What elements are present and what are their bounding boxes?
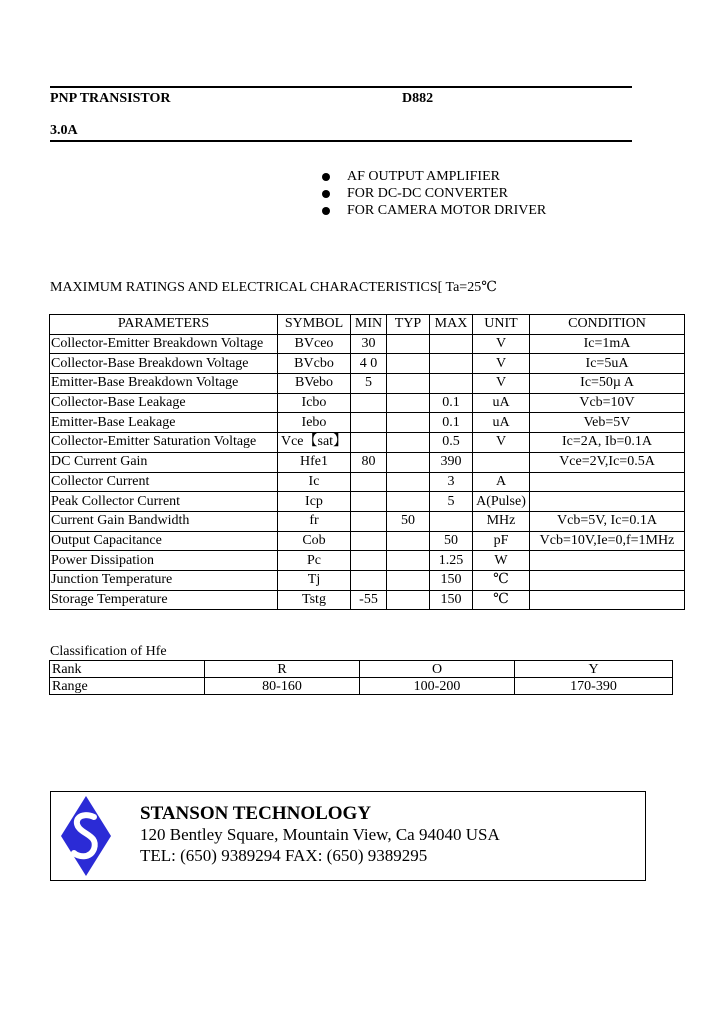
feature-item: AF OUTPUT AMPLIFIER: [322, 168, 546, 185]
table-cell: Ic=2A, Ib=0.1A: [530, 433, 685, 453]
table-cell: uA: [473, 413, 530, 433]
column-header: MAX: [430, 315, 473, 335]
table-cell: [351, 511, 387, 531]
table-cell: Tstg: [278, 590, 351, 610]
table-cell: Collector-Base Breakdown Voltage: [50, 354, 278, 374]
table-cell: [473, 452, 530, 472]
table-cell: BVcbo: [278, 354, 351, 374]
ratings-table: [49, 314, 685, 610]
table-cell: [351, 531, 387, 551]
table-row: [50, 413, 685, 433]
table-cell: 5: [351, 374, 387, 394]
table-row: [50, 452, 685, 472]
product-type: PNP TRANSISTOR: [50, 91, 171, 106]
rank-cell: R: [205, 661, 360, 678]
bullet-icon: [322, 173, 330, 181]
table-cell: 30: [351, 334, 387, 354]
feature-list: [322, 168, 546, 219]
table-cell: Power Dissipation: [50, 551, 278, 571]
company-address: 120 Bentley Square, Mountain View, Ca 94040 USA: [140, 825, 500, 844]
table-cell: [387, 551, 430, 571]
table-cell: A(Pulse): [473, 492, 530, 512]
table-cell: [387, 531, 430, 551]
table-cell: V: [473, 354, 530, 374]
column-header: TYP: [387, 315, 430, 335]
table-cell: Junction Temperature: [50, 570, 278, 590]
column-header: CONDITION: [530, 315, 685, 335]
table-cell: [430, 354, 473, 374]
table-cell: fr: [278, 511, 351, 531]
table-cell: Iebo: [278, 413, 351, 433]
table-cell: [387, 334, 430, 354]
table-cell: [351, 433, 387, 453]
rank-cell: Y: [515, 661, 673, 678]
table-cell: [351, 393, 387, 413]
table-cell: 1.25: [430, 551, 473, 571]
table-cell: [530, 472, 685, 492]
table-cell: Emitter-Base Leakage: [50, 413, 278, 433]
table-cell: V: [473, 334, 530, 354]
table-cell: pF: [473, 531, 530, 551]
feature-item: FOR CAMERA MOTOR DRIVER: [322, 202, 546, 219]
ratings-body: [50, 334, 685, 610]
table-cell: [387, 590, 430, 610]
table-row: [50, 334, 685, 354]
table-cell: Storage Temperature: [50, 590, 278, 610]
classification-table: [49, 660, 673, 695]
table-cell: [430, 374, 473, 394]
ratings-title: MAXIMUM RATINGS AND ELECTRICAL CHARACTERISTICS[ Ta=25℃: [50, 280, 497, 295]
table-cell: ℃: [473, 570, 530, 590]
range-cell: 170-390: [515, 678, 673, 695]
table-cell: [387, 413, 430, 433]
column-header: UNIT: [473, 315, 530, 335]
table-cell: [351, 492, 387, 512]
bullet-icon: [322, 207, 330, 215]
table-cell: Ic=50µ A: [530, 374, 685, 394]
table-cell: Vcb=5V, Ic=0.1A: [530, 511, 685, 531]
table-cell: Ic: [278, 472, 351, 492]
table-cell: Ic=5uA: [530, 354, 685, 374]
table-cell: 150: [430, 590, 473, 610]
table-cell: [351, 472, 387, 492]
table-cell: 0.1: [430, 393, 473, 413]
table-row: [50, 354, 685, 374]
column-header: SYMBOL: [278, 315, 351, 335]
table-cell: [351, 570, 387, 590]
table-cell: Hfe1: [278, 452, 351, 472]
table-cell: Vcb=10V: [530, 393, 685, 413]
table-cell: [430, 334, 473, 354]
feature-item: FOR DC-DC CONVERTER: [322, 185, 546, 202]
range-row: [50, 678, 673, 695]
table-cell: [530, 590, 685, 610]
table-cell: Icbo: [278, 393, 351, 413]
table-cell: Collector-Base Leakage: [50, 393, 278, 413]
table-cell: [530, 492, 685, 512]
range-label: Range: [50, 678, 205, 695]
column-header: PARAMETERS: [50, 315, 278, 335]
table-cell: ℃: [473, 590, 530, 610]
table-cell: Peak Collector Current: [50, 492, 278, 512]
table-cell: W: [473, 551, 530, 571]
table-cell: Emitter-Base Breakdown Voltage: [50, 374, 278, 394]
table-cell: 4 0: [351, 354, 387, 374]
table-cell: 50: [387, 511, 430, 531]
table-cell: V: [473, 374, 530, 394]
table-row: [50, 393, 685, 413]
table-cell: MHz: [473, 511, 530, 531]
stanson-s-logo-icon: [60, 795, 112, 877]
company-contact: TEL: (650) 9389294 FAX: (650) 9389295: [140, 846, 428, 865]
table-cell: 50: [430, 531, 473, 551]
table-cell: Collector Current: [50, 472, 278, 492]
mid-rule: [50, 140, 632, 142]
table-cell: [387, 433, 430, 453]
table-row: [50, 570, 685, 590]
table-cell: V: [473, 433, 530, 453]
table-cell: [351, 413, 387, 433]
table-cell: A: [473, 472, 530, 492]
range-cell: 80-160: [205, 678, 360, 695]
table-cell: Ic=1mA: [530, 334, 685, 354]
table-cell: 5: [430, 492, 473, 512]
table-cell: 390: [430, 452, 473, 472]
table-cell: [387, 570, 430, 590]
table-cell: Current Gain Bandwidth: [50, 511, 278, 531]
table-cell: Icp: [278, 492, 351, 512]
table-row: [50, 531, 685, 551]
table-cell: Tj: [278, 570, 351, 590]
top-rule: [50, 86, 632, 88]
table-cell: BVebo: [278, 374, 351, 394]
table-cell: [387, 354, 430, 374]
table-cell: [530, 551, 685, 571]
table-cell: 0.1: [430, 413, 473, 433]
table-cell: Vce【sat】: [278, 433, 351, 453]
table-cell: -55: [351, 590, 387, 610]
table-cell: Vcb=10V,Ie=0,f=1MHz: [530, 531, 685, 551]
table-cell: [430, 511, 473, 531]
table-cell: [387, 452, 430, 472]
table-row: [50, 472, 685, 492]
table-cell: BVceo: [278, 334, 351, 354]
classification-title: Classification of Hfe: [50, 644, 167, 659]
table-cell: 0.5: [430, 433, 473, 453]
column-header: MIN: [351, 315, 387, 335]
table-cell: DC Current Gain: [50, 452, 278, 472]
table-row: [50, 590, 685, 610]
table-cell: Pc: [278, 551, 351, 571]
table-cell: [387, 492, 430, 512]
table-cell: Cob: [278, 531, 351, 551]
table-cell: Vce=2V,Ic=0.5A: [530, 452, 685, 472]
table-cell: Collector-Emitter Saturation Voltage: [50, 433, 278, 453]
bullet-icon: [322, 190, 330, 198]
table-row: [50, 492, 685, 512]
table-row: [50, 433, 685, 453]
table-row: [50, 551, 685, 571]
table-cell: [387, 472, 430, 492]
table-cell: uA: [473, 393, 530, 413]
table-cell: Collector-Emitter Breakdown Voltage: [50, 334, 278, 354]
table-cell: 80: [351, 452, 387, 472]
table-cell: 3: [430, 472, 473, 492]
table-cell: [351, 551, 387, 571]
table-cell: 150: [430, 570, 473, 590]
table-cell: [387, 393, 430, 413]
rank-cell: O: [360, 661, 515, 678]
table-cell: [530, 570, 685, 590]
range-cell: 100-200: [360, 678, 515, 695]
table-row: [50, 511, 685, 531]
company-name: STANSON TECHNOLOGY: [140, 803, 372, 824]
table-cell: Veb=5V: [530, 413, 685, 433]
rank-label: Rank: [50, 661, 205, 678]
table-row: [50, 374, 685, 394]
rank-row: [50, 661, 673, 678]
table-header-row: [50, 315, 685, 335]
current-rating: 3.0A: [50, 123, 78, 138]
part-number: D882: [402, 91, 434, 106]
table-cell: Output Capacitance: [50, 531, 278, 551]
table-cell: [387, 374, 430, 394]
